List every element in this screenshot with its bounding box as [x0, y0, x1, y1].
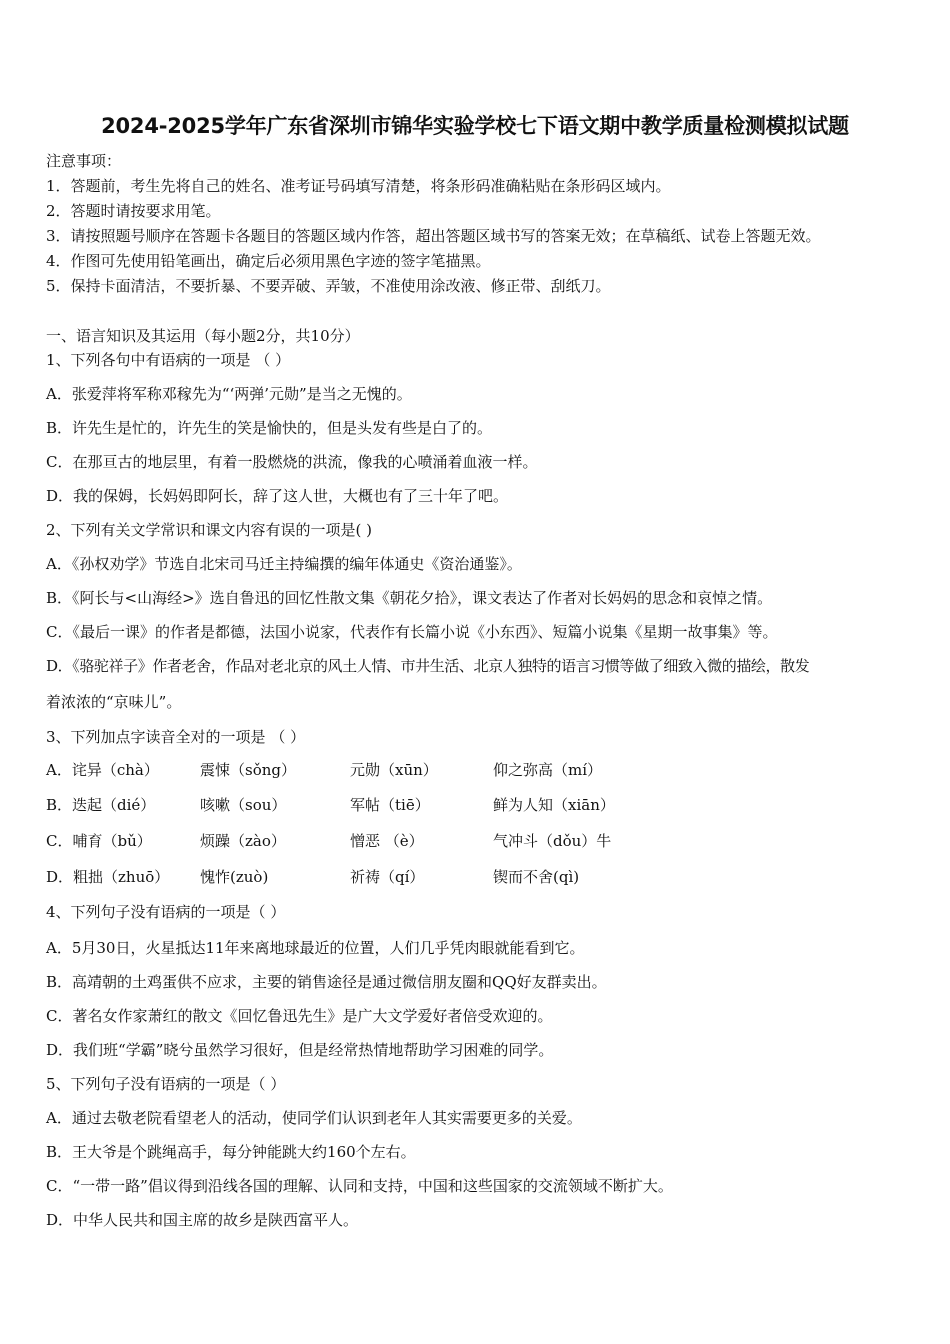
question-option: A．《孙权劝学》节选自北宋司马迁主持编撰的编年体通史《资治通鉴》。 — [46, 555, 522, 573]
page-title: 2024-2025学年广东省深圳市锦华实验学校七下语文期中教学质量检测模拟试题 — [101, 114, 849, 138]
question-option: D．我的保姆，长妈妈即阿长，辞了这人世，大概也有了三十年了吧。 — [46, 487, 509, 505]
reading-cell: 鲜为人知（xiān） — [493, 796, 615, 814]
notice-item: 4．作图可先使用铅笔画出，确定后必须用黑色字迹的签字笔描黑。 — [46, 252, 491, 270]
question-stem: 3、下列加点字读音全对的一项是 （ ） — [46, 728, 306, 746]
notice-header: 注意事项： — [46, 152, 122, 170]
reading-cell: 元勋（xūn） — [350, 761, 438, 779]
question-stem: 5、下列句子没有语病的一项是（ ） — [46, 1075, 286, 1093]
question-option: B．《阿长与<山海经>》选自鲁迅的回忆性散文集《朝花夕拾》，课文表达了作者对长妈妈的思念和哀悼之情。 — [46, 589, 773, 607]
notice-item: 3．请按照题号顺序在答题卡各题目的答题区域内作答，超出答题区域书写的答案无效；在草稿纸、试卷上答题无效。 — [46, 227, 821, 245]
reading-cell: B．迭起（dié） — [46, 796, 156, 814]
reading-cell: 气冲斗（dǒu）牛 — [493, 832, 612, 850]
reading-cell: 锲而不舍(qì) — [493, 868, 580, 886]
question-stem: 2、下列有关文学常识和课文内容有误的一项是( ) — [46, 521, 373, 539]
question-option: B．王大爷是个跳绳高手，每分钟能跳大约160个左右。 — [46, 1143, 416, 1161]
reading-cell: 祈祷（qí） — [350, 868, 425, 886]
reading-cell: A．诧异（chà） — [46, 761, 159, 779]
question-option: D．我们班“学霸”晓兮虽然学习很好，但是经常热情地帮助学习困难的同学。 — [46, 1041, 554, 1059]
reading-cell: 震悚（sǒng） — [200, 761, 296, 779]
reading-cell: 咳嗽（sou） — [200, 796, 287, 814]
question-option: D．中华人民共和国主席的故乡是陕西富平人。 — [46, 1211, 359, 1229]
question-option-continued: 着浓浓的“京味儿”。 — [46, 693, 182, 711]
reading-cell: C．哺育（bǔ） — [46, 832, 152, 850]
question-option: C．在那亘古的地层里，有着一股燃烧的洪流，像我的心喷涌着血液一样。 — [46, 453, 538, 471]
notice-item: 1．答题前，考生先将自己的姓名、准考证号码填写清楚，将条形码准确粘贴在条形码区域内。 — [46, 177, 671, 195]
question-option: C．著名女作家萧红的散文《回忆鲁迅先生》是广大文学爱好者倍受欢迎的。 — [46, 1007, 553, 1025]
question-stem: 4、下列句子没有语病的一项是（ ） — [46, 903, 286, 921]
question-option: D．《骆驼祥子》作者老舍，作品对老北京的风土人情、市井生活、北京人独特的语言习惯等做了细致入微的描绘，散发 — [46, 657, 810, 675]
question-option: C．《最后一课》的作者是都德，法国小说家，代表作有长篇小说《小东西》、短篇小说集《星期一故事集》等。 — [46, 623, 778, 641]
question-option: B．高靖朝的土鸡蛋供不应求，主要的销售途径是通过微信朋友圈和QQ好友群卖出。 — [46, 973, 607, 991]
question-option: A．5月30日，火星抵达11年来离地球最近的位置，人们几乎凭肉眼就能看到它。 — [46, 939, 585, 957]
reading-cell: 憎恶 （è） — [350, 832, 424, 850]
reading-cell: 仰之弥高（mí） — [493, 761, 603, 779]
question-option: C．“一带一路”倡议得到沿线各国的理解、认同和支持，中国和这些国家的交流领域不断扩大。 — [46, 1177, 673, 1195]
reading-cell: 军帖（tiē） — [350, 796, 430, 814]
notice-item: 2．答题时请按要求用笔。 — [46, 202, 221, 220]
section-heading: 一、语言知识及其运用（每小题2分，共10分） — [46, 327, 360, 345]
question-stem: 1、下列各句中有语病的一项是 （ ） — [46, 351, 291, 369]
reading-cell: 愧怍(zuò) — [200, 868, 269, 886]
question-option: B．许先生是忙的，许先生的笑是愉快的，但是头发有些是白了的。 — [46, 419, 493, 437]
question-option: A．张爱萍将军称邓稼先为“‘两弹’元勋”是当之无愧的。 — [46, 385, 412, 403]
reading-cell: 烦躁（zào） — [200, 832, 286, 850]
reading-cell: D．粗拙（zhuō） — [46, 868, 170, 886]
question-option: A．通过去敬老院看望老人的活动，使同学们认识到老年人其实需要更多的关爱。 — [46, 1109, 582, 1127]
notice-item: 5．保持卡面清洁，不要折暴、不要弄破、弄皱，不准使用涂改液、修正带、刮纸刀。 — [46, 277, 611, 295]
